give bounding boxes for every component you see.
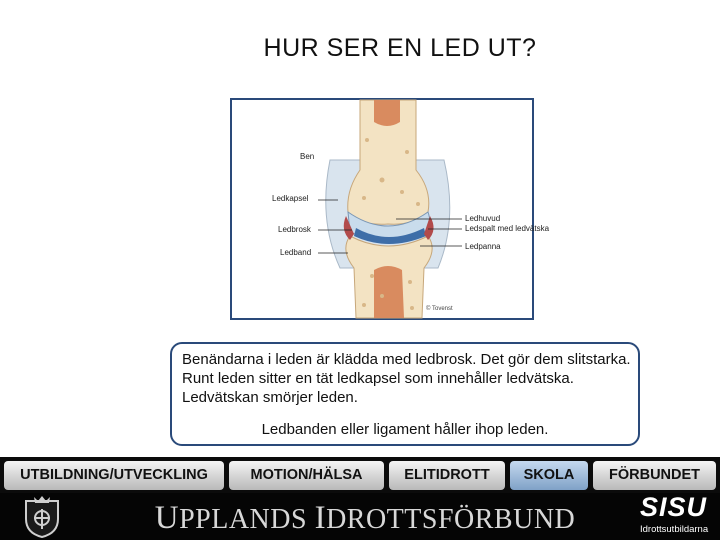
ligament-paragraph: Ledbanden eller ligament håller ihop leden.	[261, 421, 549, 438]
crest-icon	[18, 495, 66, 539]
upper-marrow-shape	[374, 100, 400, 126]
tab-forbundet[interactable]: FÖRBUNDET	[593, 461, 716, 490]
footer-title-pplands: PPLANDS	[179, 504, 315, 535]
footer-title-u: U	[154, 500, 180, 536]
description-paragraph: Benändarna i leden är klädda med ledbrosk. Det gör dem slitstarka. Runt leden sitter en tät ledkapsel som innehåller ledvätska. Ledvätskan smörjer leden.	[182, 351, 631, 406]
slide-title: HUR SER EN LED UT?	[263, 34, 537, 62]
description-box	[170, 342, 640, 446]
label-ledband: Ledband	[280, 248, 312, 257]
footer-banner	[0, 493, 720, 540]
main-navbar	[0, 457, 720, 493]
copyright-label: © Tovenst	[426, 306, 453, 312]
footer-org-name	[150, 500, 580, 537]
tab-motion-halsa[interactable]: MOTION/HÄLSA	[229, 461, 384, 490]
label-ben: Ben	[300, 152, 315, 161]
sisu-logo	[632, 492, 716, 538]
joint-diagram-svg	[232, 100, 532, 318]
label-ledspalt: Ledspalt med ledvätska	[465, 224, 550, 233]
tab-elitidrott[interactable]: ELITIDROTT	[389, 461, 505, 490]
label-ledbrosk: Ledbrosk	[278, 225, 311, 234]
sisu-wordmark: SISU	[640, 492, 708, 522]
tab-utbildning[interactable]: UTBILDNING/UTVECKLING	[4, 461, 224, 490]
sisu-subtitle: Idrottsutbildarna	[640, 524, 709, 535]
label-ledpanna: Ledpanna	[465, 242, 501, 251]
label-ledkapsel: Ledkapsel	[272, 194, 309, 203]
footer-title-i: I	[314, 500, 327, 536]
tab-skola[interactable]: SKOLA	[510, 461, 588, 490]
label-ledhuvud: Ledhuvud	[465, 214, 501, 223]
joint-illustration	[230, 98, 550, 320]
footer-title-rest: DROTTSFÖRBUND	[326, 504, 576, 535]
lower-marrow-shape	[374, 266, 404, 318]
